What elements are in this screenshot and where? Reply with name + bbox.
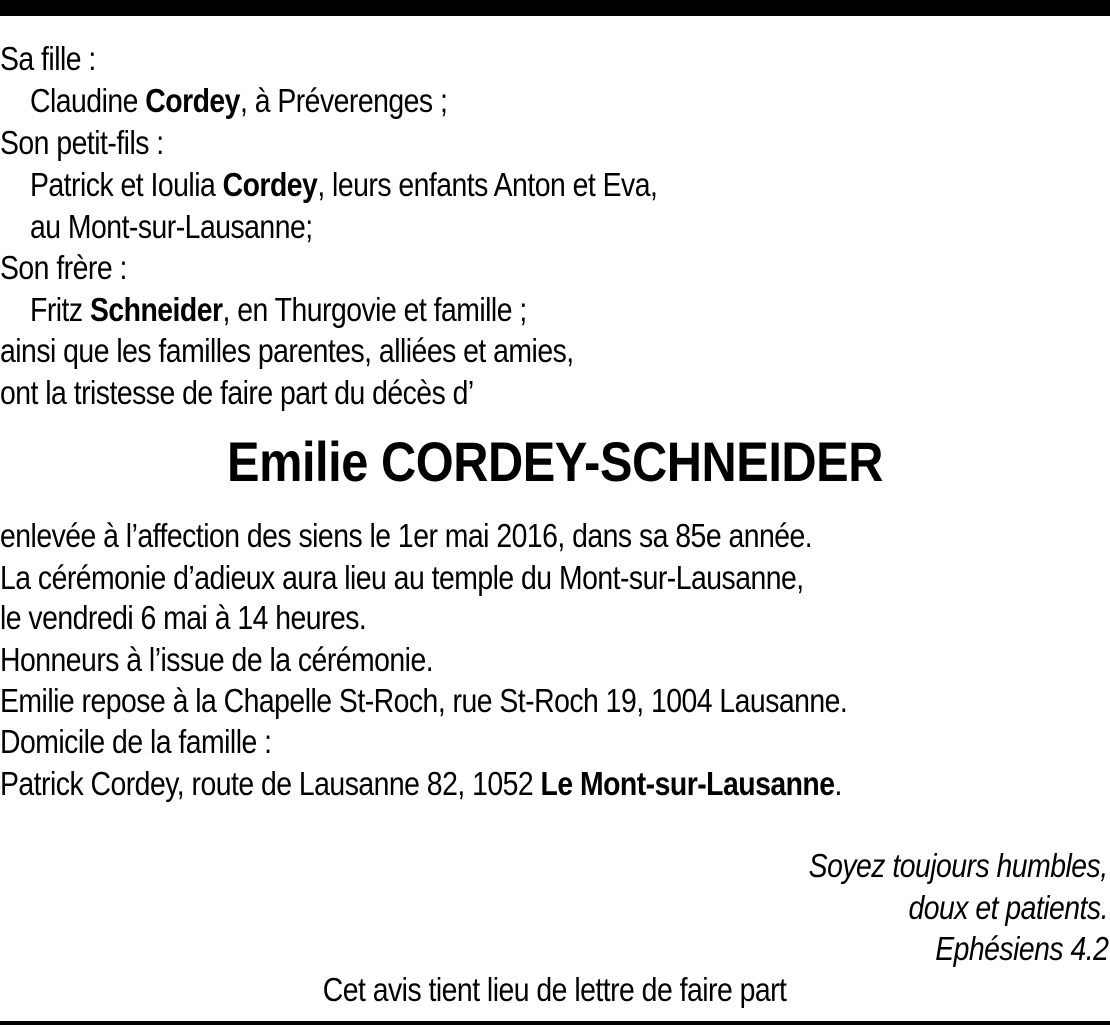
brother-line [30, 290, 527, 330]
brother-place: , en Thurgovie et famille ; [222, 291, 527, 328]
closing-note [0, 970, 1110, 1010]
domicile-address: Patrick Cordey, route de Lausanne 82, 1052 [0, 765, 541, 802]
quote-line-1: Soyez toujours humbles, [809, 847, 1108, 884]
domicile-line [0, 764, 842, 804]
daughter-surname: Cordey [145, 82, 240, 119]
daughter-line [30, 81, 447, 121]
quote-line-2: doux et patients. [908, 889, 1108, 926]
deceased-name [0, 430, 1110, 494]
ceremony-line: La cérémonie d’adieux aura lieu au temple du Mont-sur-Lausanne, [0, 559, 804, 596]
brother-first-name: Fritz [30, 291, 90, 328]
grandson-line [30, 165, 657, 205]
domicile-end: . [834, 765, 842, 802]
grandson-surname: Cordey [222, 166, 318, 203]
daughter-label: Sa fille : [0, 40, 96, 77]
domicile-town: Le Mont-sur-Lausanne [540, 765, 835, 802]
top-rule [0, 0, 1110, 16]
brother-surname: Schneider [89, 291, 223, 328]
domicile-label: Domicile de la famille : [0, 723, 272, 760]
closing-note-text: Cet avis tient lieu de lettre de faire part [323, 971, 787, 1008]
death-line: enlevée à l’affection des siens le 1er mai 2016, dans sa 85e année. [0, 517, 813, 554]
daughter-first-name: Claudine [30, 82, 146, 119]
grandson-children: , leurs enfants Anton et Eva, [317, 166, 658, 203]
announce-line: ont la tristesse de faire part du décès d’ [0, 374, 474, 411]
grandson-label: Son petit-fils : [0, 124, 164, 161]
grandson-first-names: Patrick et Ioulia [30, 166, 223, 203]
grandson-place: au Mont-sur-Lausanne; [30, 208, 313, 245]
daughter-place: , à Préverenges ; [239, 82, 448, 119]
ceremony-time: le vendredi 6 mai à 14 heures. [0, 599, 367, 636]
deceased-name-text: Emilie CORDEY-SCHNEIDER [227, 430, 883, 493]
others-line: ainsi que les familles parentes, alliées et amies, [0, 332, 574, 369]
brother-label: Son frère : [0, 249, 127, 286]
rests-line: Emilie repose à la Chapelle St-Roch, rue St-Roch 19, 1004 Lausanne. [0, 682, 848, 719]
quote-reference: Ephésiens 4.2 [934, 930, 1108, 967]
bottom-rule [0, 1021, 1110, 1025]
honours-line: Honneurs à l’issue de la cérémonie. [0, 641, 434, 678]
